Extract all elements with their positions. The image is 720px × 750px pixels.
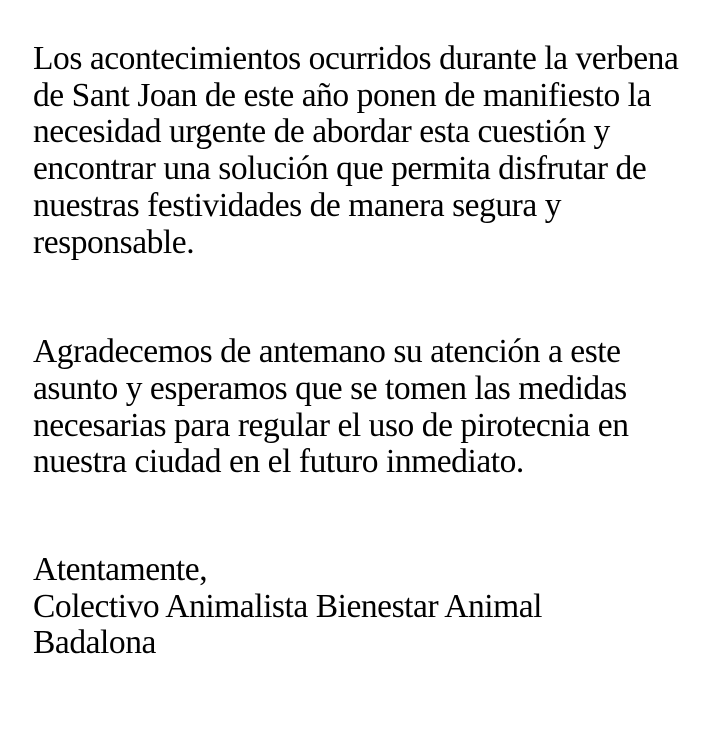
closing-block [33, 552, 703, 662]
paragraph-spacer [33, 261, 703, 334]
letter-body [33, 41, 703, 662]
signature-city: Badalona [33, 624, 156, 662]
paragraph-sant-joan-events: Los acontecimientos ocurridos durante la verbena de Sant Joan de este año ponen de manifiesto la necesidad urgente de abordar esta cuestión y encontrar una solución que permita disfrutar de nuestras festividades de manera segura y responsable. [33, 40, 679, 261]
signature-organization: Colectivo Animalista Bienestar Animal [33, 587, 543, 625]
closing-salutation: Atentamente, [33, 551, 208, 589]
paragraph-spacer [33, 481, 703, 552]
paragraph-thanks: Agradecemos de antemano su atención a este asunto y esperamos que se tomen las medidas necesarias para regular el uso de pirotecnia en nuestra ciudad en el futuro inmediato. [33, 333, 629, 481]
